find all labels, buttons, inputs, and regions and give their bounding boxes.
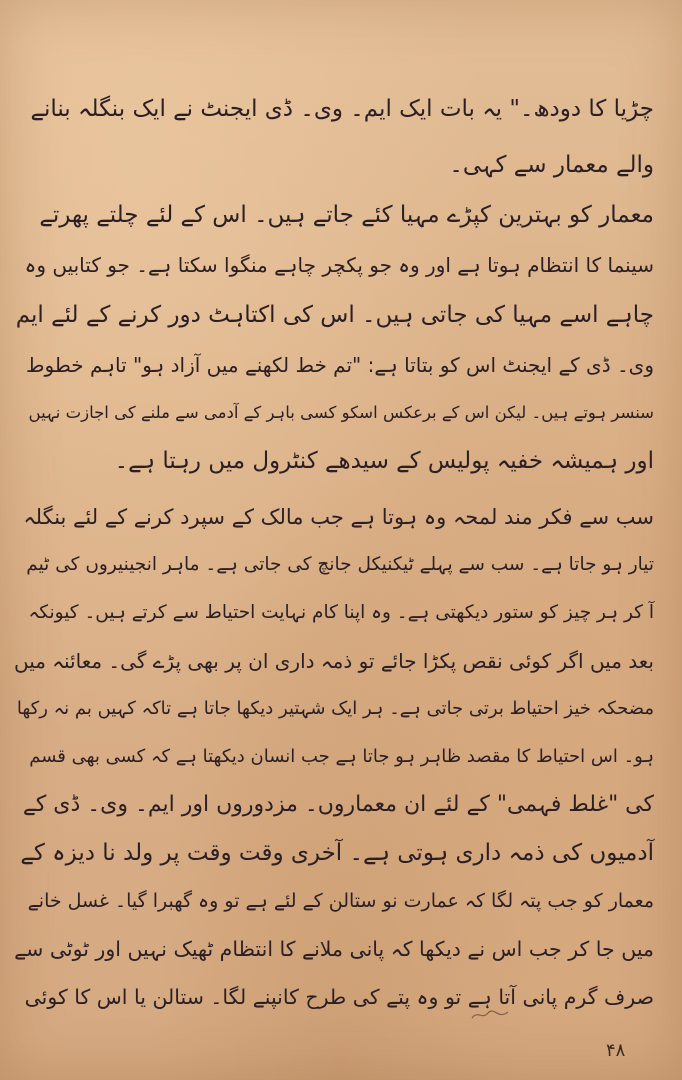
text-line: والے معمار سے کہی۔	[449, 152, 654, 178]
text-line: کی "غلط فہمی" کے لئے ان معماروں۔ مزدوروں اور ایم۔ وی۔ ڈی کے	[22, 792, 654, 817]
text-line: چڑیا کا دودھ۔" یہ بات ایک ایم۔ وی۔ ڈی ایجنٹ نے ایک بنگلہ بنانے	[30, 96, 654, 122]
text-line: صرف گرم پانی آتا ہے تو وہ پتے کی طرح کانپنے لگا۔ ستالن یا اس کا کوئی	[24, 985, 654, 1009]
text-line: معمار کو بہترین کپڑے مہیا کئے جاتے ہیں۔ اس کے لئے چلتے پھرتے	[39, 202, 654, 228]
text-line: سنسر ہوتے ہیں۔ لیکن اس کے برعکس اسکو کسی باہر کے آدمی سے ملنے کی اجازت نہیں	[28, 403, 654, 422]
text-line: معمار کو جب پتہ لگا کہ عمارت نو ستالن کے لئے ہے تو وہ گھبرا گیا۔ غسل خانے	[27, 890, 654, 912]
text-line: بعد میں اگر کوئی نقص پکڑا جائے تو ذمہ داری ان پر بھی پڑے گی۔ معائنہ میں	[13, 649, 654, 673]
text-line: سب سے فکر مند لمحہ وہ ہوتا ہے جب مالک کے سپرد کرنے کے لئے بنگلہ	[23, 505, 654, 529]
text-line: مضحکہ خیز احتیاط برتی جاتی ہے۔ ہر ایک شہتیر دیکھا جاتا ہے تاکہ کہیں بم نہ رکھا	[16, 698, 654, 719]
text-line: وی۔ ڈی کے ایجنٹ اس کو بتاتا ہے: "تم خط لکھنے میں آزاد ہو" تاہم خطوط	[26, 353, 654, 377]
text-line: آدمیوں کی ذمہ داری ہوتی ہے۔ آخری وقت وقت پر ولد نا دیزہ کے	[20, 840, 654, 866]
text-line: میں جا کر جب اس نے دیکھا کہ پانی ملانے کا انتظام ٹھیک نہیں اور ٹوٹی سے	[14, 937, 654, 961]
text-line: ہو۔ اس احتیاط کا مقصد ظاہر ہو جاتا ہے جب انسان دیکھتا ہے کہ کسی بھی قسم	[29, 746, 654, 767]
text-line: آ کر ہر چیز کو ستور دیکھتی ہے۔ وہ اپنا کام نہایت احتیاط سے کرتے ہیں۔ کیونکہ	[28, 602, 654, 623]
text-line: اور ہمیشہ خفیہ پولیس کے سیدھے کنٹرول میں رہتا ہے۔	[114, 448, 654, 474]
text-line: تیار ہو جاتا ہے۔ سب سے پہلے ٹیکنیکل جانچ کی جاتی ہے۔ ماہر انجینیروں کی ٹیم	[26, 554, 654, 575]
text-line: چاہے اسے مہیا کی جاتی ہیں۔ اس کی اکتاہٹ دور کرنے کے لئے ایم	[15, 302, 654, 328]
text-line: سینما کا انتظام ہوتا ہے اور وہ جو پکچر چاہے منگوا سکتا ہے۔ جو کتابیں وہ	[24, 253, 654, 277]
ink-scribble-mark	[470, 1008, 510, 1022]
page-number: ۴۸	[606, 1040, 626, 1061]
